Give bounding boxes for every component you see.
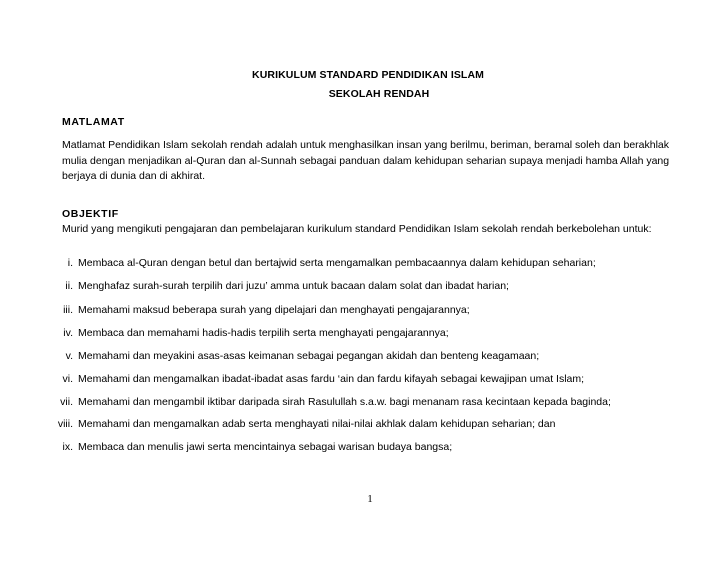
list-item-number: vii. <box>60 396 73 408</box>
list-item-number: vi. <box>62 373 73 385</box>
list-item-text: Memahami dan mengambil iktibar daripada sirah Rasulullah s.a.w. bagi menanam rasa kecintaan kepada baginda; <box>78 396 611 408</box>
page-number: 1 <box>367 493 373 505</box>
list-item-text: Membaca al-Quran dengan betul dan bertajwid serta mengamalkan pembacaannya dalam kehidupan seharian; <box>78 257 596 269</box>
list-item-text: Membaca dan memahami hadis-hadis terpilih serta menghayati pengajarannya; <box>78 327 449 339</box>
list-item-number: viii. <box>57 418 73 430</box>
objective-list-item <box>0 304 728 320</box>
list-item-number: iii. <box>63 304 73 316</box>
list-item-number: i. <box>67 257 73 269</box>
objective-list-item <box>0 280 728 296</box>
list-item-number: ix. <box>62 441 73 453</box>
document-title: KURIKULUM STANDARD PENDIDIKAN ISLAM <box>252 69 484 81</box>
list-item-text: Memahami dan mengamalkan adab serta menghayati nilai-nilai akhlak dalam kehidupan seharian; dan <box>78 418 556 430</box>
objective-list-item <box>0 327 728 343</box>
objective-list-item <box>0 441 728 457</box>
objective-list-item <box>0 418 728 434</box>
matlamat-heading: MATLAMAT <box>62 116 125 128</box>
list-item-text: Memahami maksud beberapa surah yang dipelajari dan menghayati pengajarannya; <box>78 304 470 316</box>
list-item-text: Memahami dan meyakini asas-asas keimanan sebagai pegangan akidah dan benteng keagamaan; <box>78 350 540 362</box>
list-item-text: Memahami dan mengamalkan ibadat-ibadat asas fardu ‘ain dan fardu kifayah sebagai kewajipan umat Islam; <box>78 373 585 385</box>
objective-list-item <box>0 257 728 273</box>
objective-list-item <box>0 350 728 366</box>
list-item-number: iv. <box>63 327 73 339</box>
objektif-intro: Murid yang mengikuti pengajaran dan pembelajaran kurikulum standard Pendidikan Islam sekolah rendah berkebolehan untuk: <box>62 223 652 235</box>
list-item-text: Membaca dan menulis jawi serta mencintainya sebagai warisan budaya bangsa; <box>78 441 453 453</box>
document-subtitle: SEKOLAH RENDAH <box>328 88 430 100</box>
list-item-number: ii. <box>65 280 73 292</box>
objektif-heading: OBJEKTIF <box>62 208 119 220</box>
matlamat-paragraph: Matlamat Pendidikan Islam sekolah rendah adalah untuk menghasilkan insan yang berilmu, beriman, beramal soleh dan berakhlak mulia dengan menjadikan al-Quran dan al-Sunnah sebagai panduan dalam kehidupan seharian supaya menjadi hamba Allah yang berjaya di dunia dan di akhirat. <box>62 139 670 182</box>
objective-list-item <box>0 373 728 389</box>
objective-list-item <box>0 396 728 412</box>
list-item-number: v. <box>65 350 73 362</box>
list-item-text: Menghafaz surah-surah terpilih dari juzu’ amma untuk bacaan dalam solat dan ibadat harian; <box>78 280 509 292</box>
